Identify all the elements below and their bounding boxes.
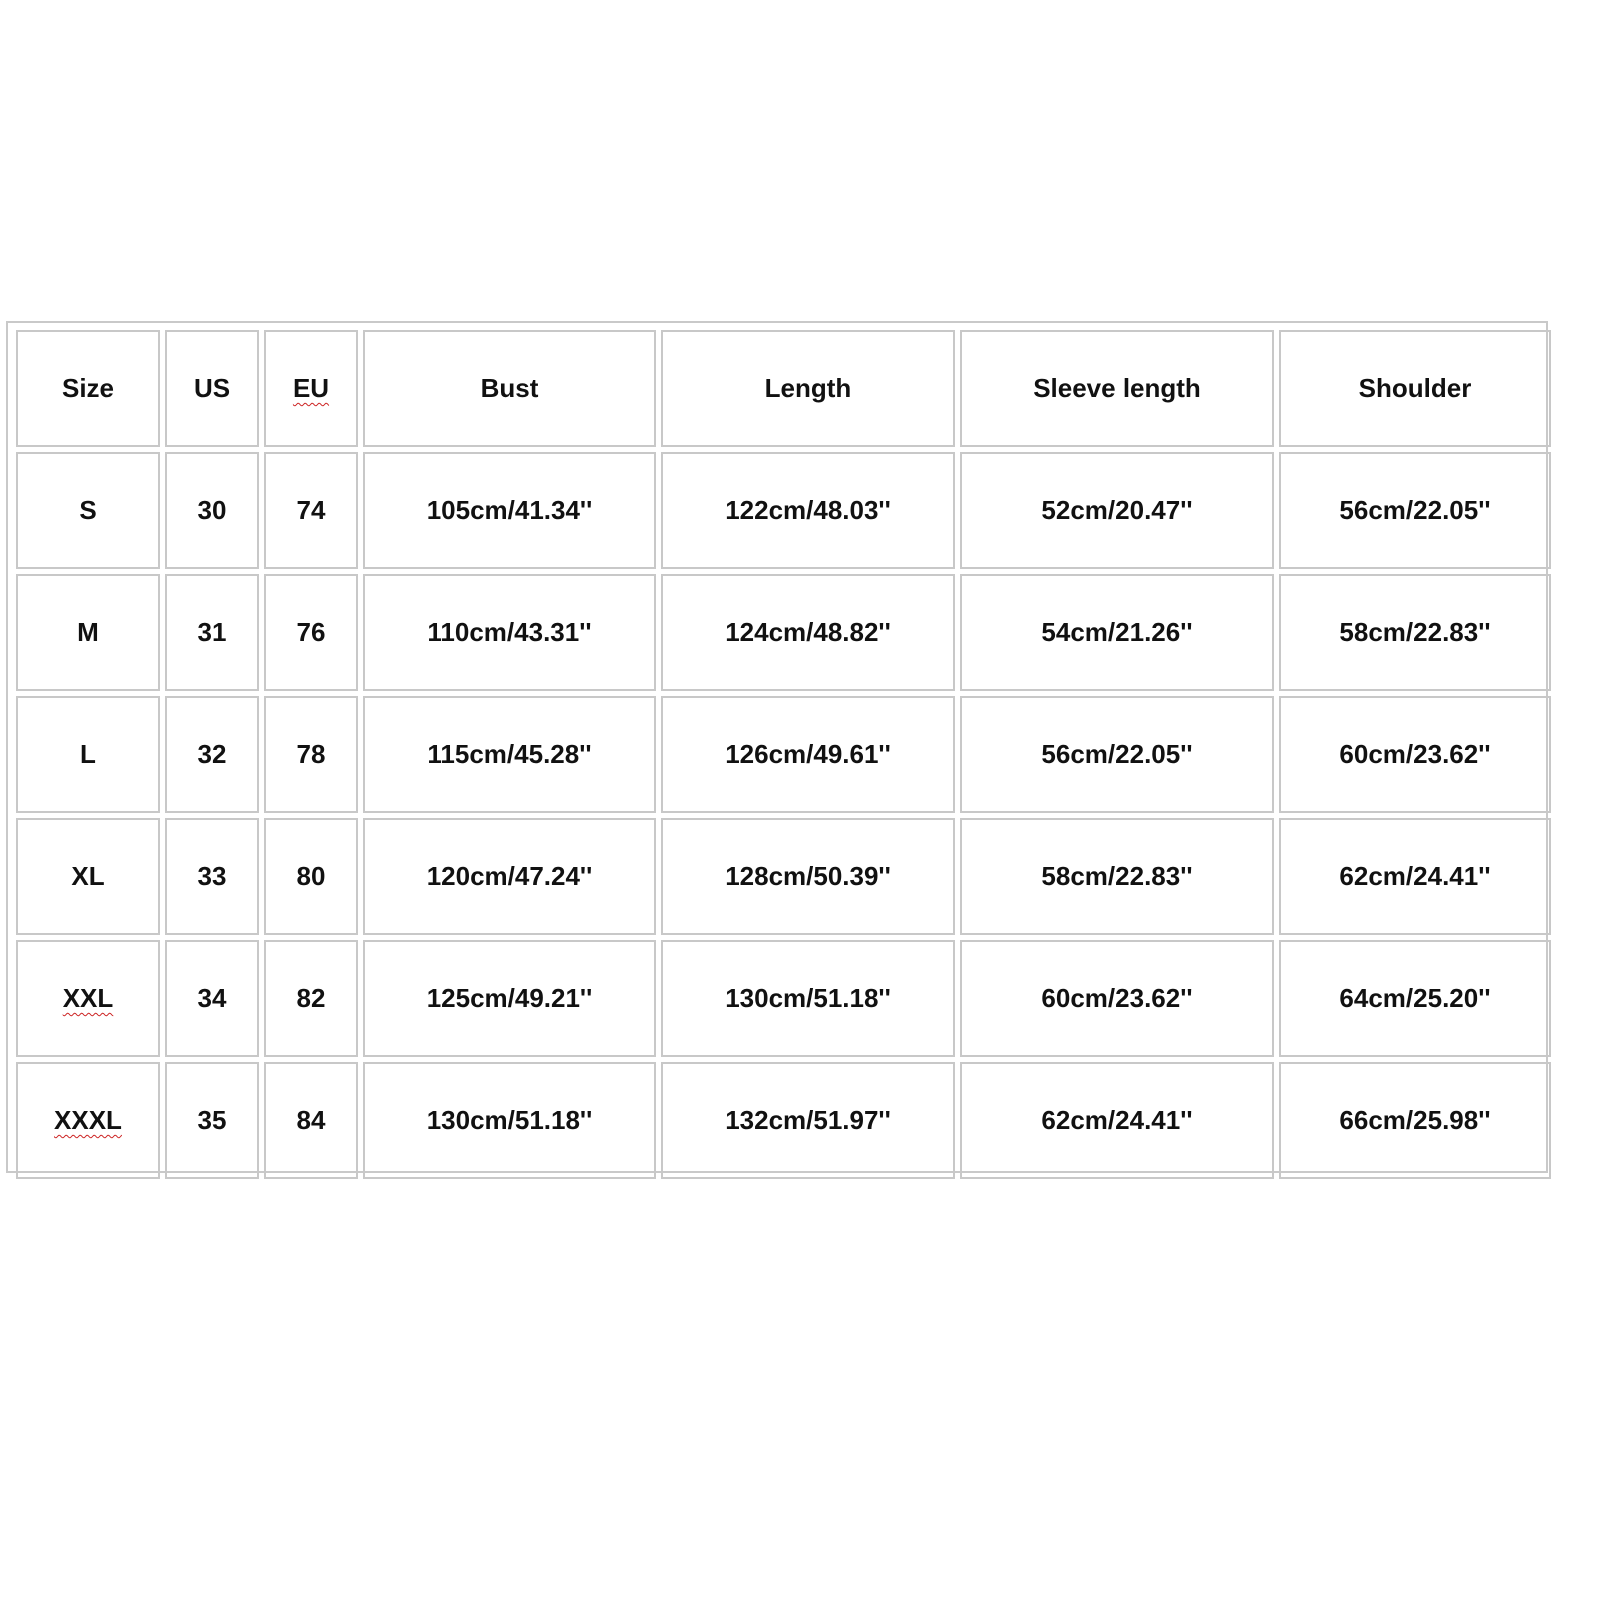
table-row bbox=[16, 818, 1551, 935]
cell-eu: 84 bbox=[264, 1062, 358, 1179]
cell-length: 130cm/51.18'' bbox=[661, 940, 955, 1057]
cell-size: XXXL bbox=[16, 1062, 160, 1179]
size-chart-frame bbox=[6, 321, 1548, 1173]
cell-size: M bbox=[16, 574, 160, 691]
cell-us: 33 bbox=[165, 818, 259, 935]
cell-us: 34 bbox=[165, 940, 259, 1057]
cell-eu: 78 bbox=[264, 696, 358, 813]
cell-shoulder: 64cm/25.20'' bbox=[1279, 940, 1551, 1057]
header-shoulder: Shoulder bbox=[1279, 330, 1551, 447]
header-size: Size bbox=[16, 330, 160, 447]
table-row bbox=[16, 940, 1551, 1057]
cell-bust: 125cm/49.21'' bbox=[363, 940, 656, 1057]
size-chart-table bbox=[11, 325, 1556, 1184]
cell-sleeve-length: 56cm/22.05'' bbox=[960, 696, 1274, 813]
cell-bust: 110cm/43.31'' bbox=[363, 574, 656, 691]
table-row bbox=[16, 452, 1551, 569]
cell-eu: 80 bbox=[264, 818, 358, 935]
cell-sleeve-length: 54cm/21.26'' bbox=[960, 574, 1274, 691]
cell-eu: 82 bbox=[264, 940, 358, 1057]
cell-us: 31 bbox=[165, 574, 259, 691]
cell-size: S bbox=[16, 452, 160, 569]
cell-length: 122cm/48.03'' bbox=[661, 452, 955, 569]
cell-size: XXL bbox=[16, 940, 160, 1057]
cell-eu: 74 bbox=[264, 452, 358, 569]
cell-sleeve-length: 60cm/23.62'' bbox=[960, 940, 1274, 1057]
cell-bust: 105cm/41.34'' bbox=[363, 452, 656, 569]
header-sleeve-length: Sleeve length bbox=[960, 330, 1274, 447]
cell-length: 124cm/48.82'' bbox=[661, 574, 955, 691]
header-length: Length bbox=[661, 330, 955, 447]
cell-size: XL bbox=[16, 818, 160, 935]
cell-length: 132cm/51.97'' bbox=[661, 1062, 955, 1179]
cell-us: 32 bbox=[165, 696, 259, 813]
table-row bbox=[16, 696, 1551, 813]
cell-size: L bbox=[16, 696, 160, 813]
header-bust: Bust bbox=[363, 330, 656, 447]
cell-bust: 130cm/51.18'' bbox=[363, 1062, 656, 1179]
cell-bust: 115cm/45.28'' bbox=[363, 696, 656, 813]
cell-length: 126cm/49.61'' bbox=[661, 696, 955, 813]
cell-shoulder: 60cm/23.62'' bbox=[1279, 696, 1551, 813]
header-eu: EU bbox=[264, 330, 358, 447]
cell-eu: 76 bbox=[264, 574, 358, 691]
cell-bust: 120cm/47.24'' bbox=[363, 818, 656, 935]
cell-shoulder: 62cm/24.41'' bbox=[1279, 818, 1551, 935]
table-row bbox=[16, 574, 1551, 691]
cell-sleeve-length: 52cm/20.47'' bbox=[960, 452, 1274, 569]
table-row bbox=[16, 1062, 1551, 1179]
cell-sleeve-length: 58cm/22.83'' bbox=[960, 818, 1274, 935]
cell-us: 35 bbox=[165, 1062, 259, 1179]
cell-length: 128cm/50.39'' bbox=[661, 818, 955, 935]
header-row bbox=[16, 330, 1551, 447]
cell-shoulder: 58cm/22.83'' bbox=[1279, 574, 1551, 691]
header-us: US bbox=[165, 330, 259, 447]
cell-shoulder: 66cm/25.98'' bbox=[1279, 1062, 1551, 1179]
cell-shoulder: 56cm/22.05'' bbox=[1279, 452, 1551, 569]
cell-sleeve-length: 62cm/24.41'' bbox=[960, 1062, 1274, 1179]
cell-us: 30 bbox=[165, 452, 259, 569]
